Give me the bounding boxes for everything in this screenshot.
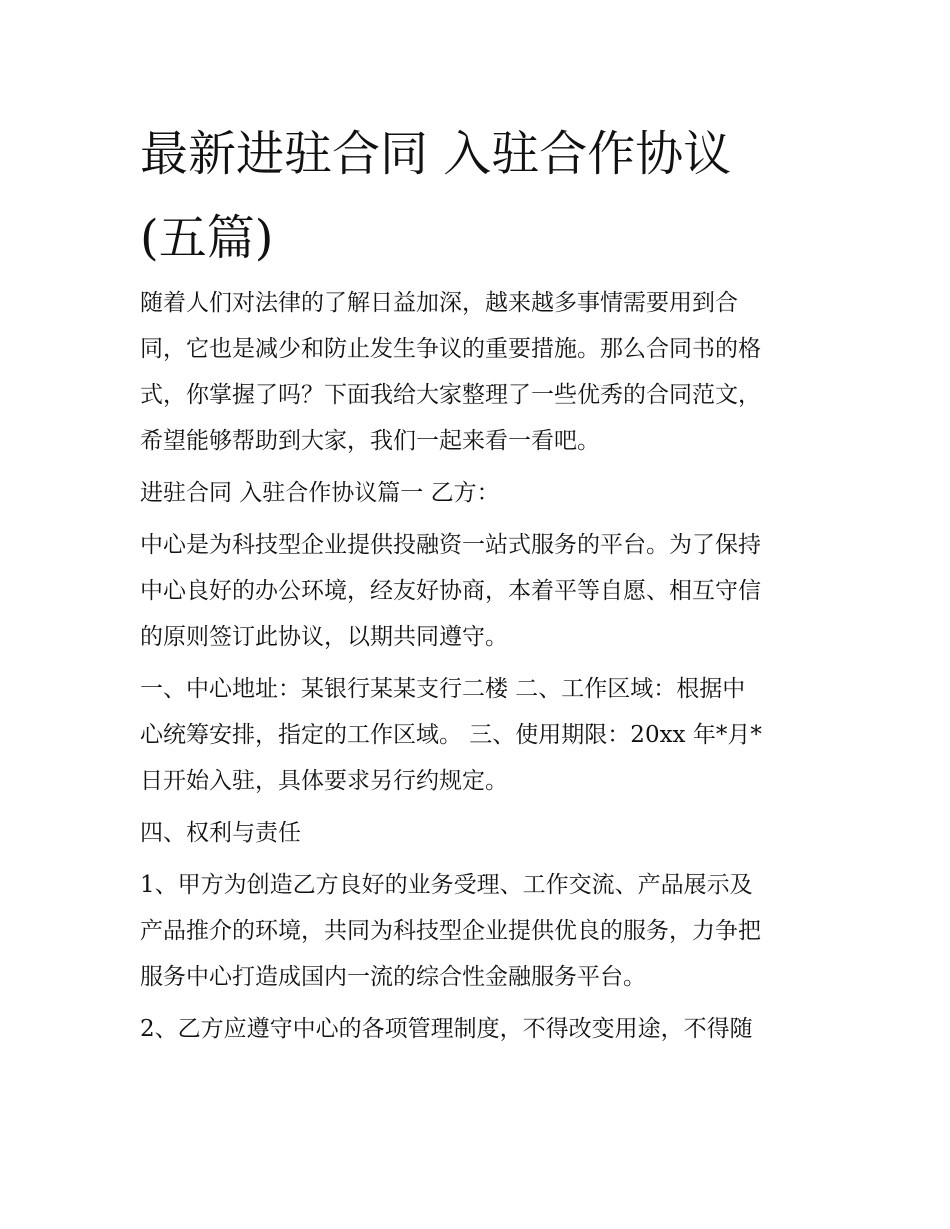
text-line: 随着人们对法律的了解日益加深，越来越多事情需要用到合 [140,290,738,316]
text-line: 四、权利与责任 [140,820,301,846]
text-line: 进驻合同 入驻合作协议篇一 乙方： [140,480,500,506]
text-line: 服务中心打造成国内一流的综合性金融服务平台。 [140,964,646,990]
text-line: 1、甲方为创造乙方良好的业务受理、工作交流、产品展示及 [140,872,753,898]
title-line-1: 最新进驻合同 入驻合作协议 [140,126,732,182]
document-body [140,280,820,1052]
text-line: 式，你掌握了吗？下面我给大家整理了一些优秀的合同范文， [140,382,761,408]
text-line: 心统筹安排，指定的工作区域。 三、使用期限：20xx 年*月* [140,722,762,748]
paragraph-intro [140,280,820,464]
paragraph-center-description [140,522,820,660]
text-line: 一、中心地址：某银行某某支行二楼 二、工作区域：根据中 [140,676,746,702]
section-heading-part-one [140,470,820,516]
document-title [140,112,820,280]
clause-1 [140,862,820,1000]
clause-2 [140,1006,820,1052]
text-line: 希望能够帮助到大家，我们一起来看一看吧。 [140,428,600,454]
text-line: 同，它也是减少和防止发生争议的重要措施。那么合同书的格 [140,336,761,362]
text-line: 中心是为科技型企业提供投融资一站式服务的平台。为了保持 [140,532,761,558]
title-line-2: (五篇) [140,210,274,266]
text-line: 2、乙方应遵守中心的各项管理制度，不得改变用途，不得随 [140,1016,753,1042]
paragraph-address-area-term [140,666,820,804]
text-line: 中心良好的办公环境，经友好协商，本着平等自愿、相互守信 [140,578,761,604]
text-line: 日开始入驻，具体要求另行约规定。 [140,768,508,794]
section-heading-rights [140,810,820,856]
text-line: 的原则签订此协议，以期共同遵守。 [140,624,508,650]
text-line: 产品推介的环境，共同为科技型企业提供优良的服务，力争把 [140,918,761,944]
